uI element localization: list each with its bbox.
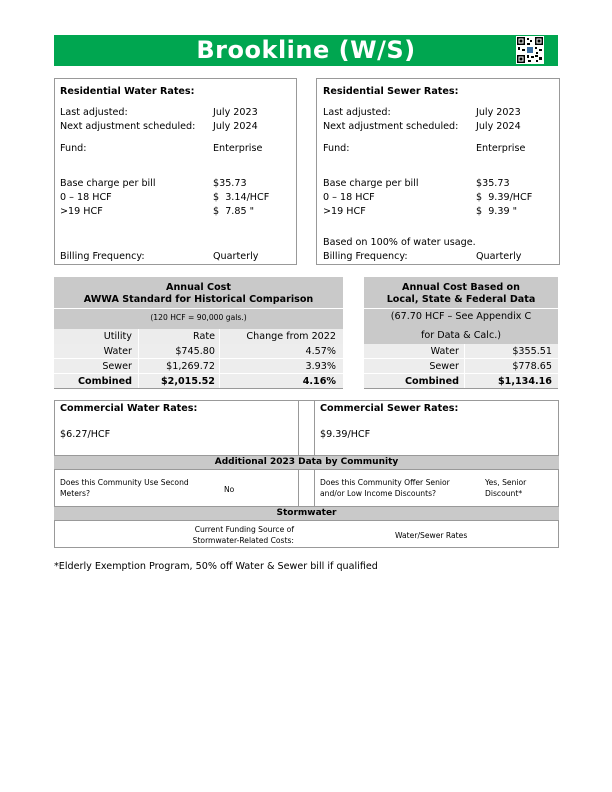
local-combined-utility: Combined [405, 376, 459, 387]
sewer-tier2: $ 9.39 " [476, 206, 518, 217]
awwa-water-utility: Water [103, 346, 132, 357]
awwa-combined-utility: Combined [78, 376, 132, 387]
page-title: Brookline (W/S) [196, 36, 416, 64]
local-subtitle-2: for Data & Calc.) [420, 330, 502, 341]
stormwater-heading: Stormwater [276, 508, 337, 518]
local-title-2: Local, State & Federal Data [386, 294, 536, 305]
awwa-col-rate: Rate [193, 331, 215, 342]
water-last-adjusted: July 2023 [213, 107, 258, 118]
commercial-sewer-heading: Commercial Sewer Rates: [320, 403, 459, 414]
local-combined-rate: $1,134.16 [497, 376, 552, 387]
second-meters-question: Does this Community Use Second Meters? [60, 478, 189, 498]
awwa-sewer-change: 3.93% [305, 361, 336, 372]
sewer-billing: Quarterly [476, 251, 522, 262]
water-tier2-label: >19 HCF [60, 206, 103, 217]
sewer-tier1-label: 0 – 18 HCF [323, 192, 375, 203]
discounts-question: Does this Community Offer Senior and/or Low Income Discounts? [320, 478, 450, 498]
water-last-adjusted-label: Last adjusted: [60, 107, 128, 118]
sewer-tier1: $ 9.39/HCF [476, 192, 533, 203]
water-billing: Quarterly [213, 251, 259, 262]
sewer-base-label: Base charge per bill [323, 178, 419, 189]
footnote: *Elderly Exemption Program, 50% off Water & Sewer bill if qualified [54, 561, 378, 572]
sewer-fund: Enterprise [476, 143, 526, 154]
water-next: July 2024 [213, 121, 258, 132]
water-tier2: $ 7.85 " [213, 206, 255, 217]
commercial-sewer-rate: $9.39/HCF [320, 429, 371, 440]
awwa-water-change: 4.57% [305, 346, 336, 357]
local-water-utility: Water [430, 346, 459, 357]
local-water-rate: $355.51 [512, 346, 552, 357]
sewer-last-adjusted: July 2023 [476, 107, 521, 118]
local-title-1: Annual Cost Based on [402, 282, 520, 293]
water-fund-label: Fund: [60, 143, 87, 154]
awwa-sewer-rate: $1,269.72 [166, 361, 215, 372]
awwa-combined-change: 4.16% [302, 376, 336, 387]
water-base-label: Base charge per bill [60, 178, 156, 189]
awwa-title-1: Annual Cost [166, 282, 231, 293]
water-tier1-label: 0 – 18 HCF [60, 192, 112, 203]
discounts-answer: Yes, Senior Discount* [485, 478, 527, 498]
awwa-subtitle: (120 HCF = 90,000 gals.) [150, 313, 247, 322]
stormwater-label: Current Funding Source of Stormwater-Related Costs: [192, 525, 294, 545]
local-sewer-rate: $778.65 [512, 361, 552, 372]
water-heading: Residential Water Rates: [60, 86, 195, 97]
water-fund: Enterprise [213, 143, 263, 154]
awwa-title-2: AWWA Standard for Historical Comparison [83, 294, 314, 305]
additional-heading: Additional 2023 Data by Community [214, 457, 399, 467]
awwa-col-utility: Utility [103, 331, 132, 342]
water-next-label: Next adjustment scheduled: [60, 121, 196, 132]
awwa-water-rate: $745.80 [175, 346, 215, 357]
sewer-last-adjusted-label: Last adjusted: [323, 107, 391, 118]
water-billing-label: Billing Frequency: [60, 251, 145, 262]
sewer-next-label: Next adjustment scheduled: [323, 121, 459, 132]
water-tier1: $ 3.14/HCF [213, 192, 270, 203]
local-subtitle-1: (67.70 HCF – See Appendix C [390, 311, 532, 322]
qr-code-icon [516, 36, 544, 64]
awwa-col-change: Change from 2022 [246, 331, 336, 342]
second-meters-answer: No [224, 485, 235, 494]
commercial-water-heading: Commercial Water Rates: [60, 403, 198, 414]
water-base: $35.73 [213, 178, 247, 189]
awwa-combined-rate: $2,015.52 [160, 376, 215, 387]
sewer-tier2-label: >19 HCF [323, 206, 366, 217]
sewer-note: Based on 100% of water usage. [323, 237, 476, 248]
commercial-water-rate: $6.27/HCF [60, 429, 111, 440]
stormwater-value: Water/Sewer Rates [395, 531, 468, 540]
sewer-base: $35.73 [476, 178, 510, 189]
awwa-sewer-utility: Sewer [102, 361, 132, 372]
sewer-next: July 2024 [476, 121, 521, 132]
sewer-fund-label: Fund: [323, 143, 350, 154]
title-banner [54, 35, 558, 66]
sewer-heading: Residential Sewer Rates: [323, 86, 459, 97]
local-sewer-utility: Sewer [429, 361, 459, 372]
commercial-block [54, 400, 559, 548]
sewer-billing-label: Billing Frequency: [323, 251, 408, 262]
